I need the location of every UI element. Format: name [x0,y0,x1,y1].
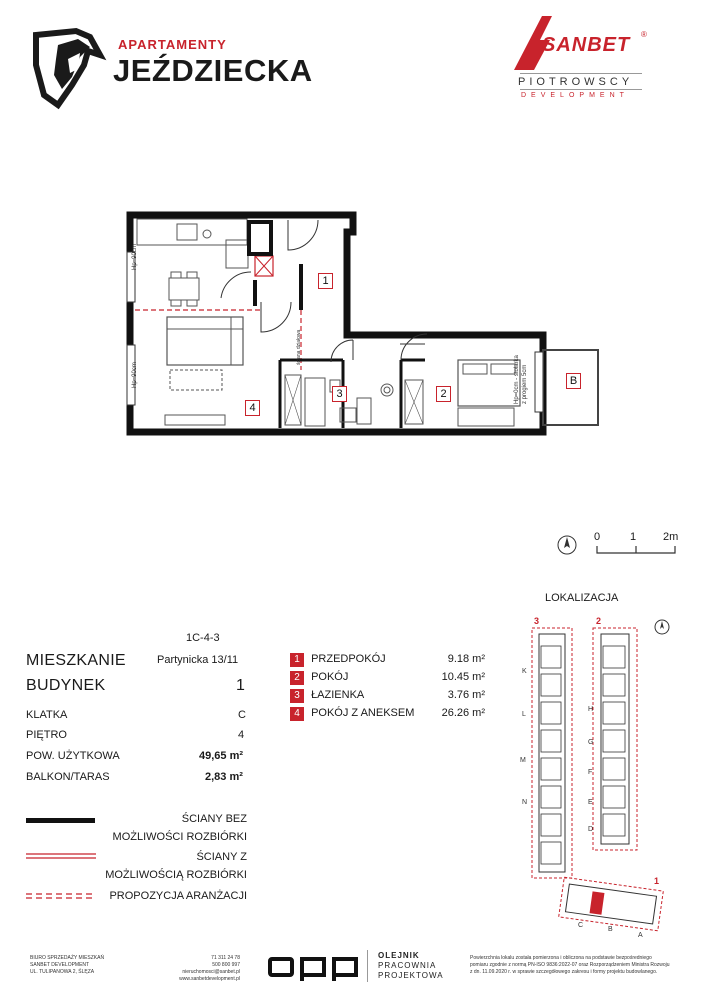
opp-name-3: PROJEKTOWA [378,971,444,980]
wall-note: ściana działowa [296,329,302,365]
room-area: 26.26 m² [441,707,485,719]
legend-item-3: PROPOZYCJA ARANŻACJI [109,890,247,902]
plan-room-3: 3 [332,386,347,402]
legend-dashed-red-line [26,893,96,899]
footer-note [470,955,690,976]
pow-label: POW. UŻYTKOWA [26,750,120,762]
opp-name-2: PRACOWNIA [378,961,437,970]
room-area: 10.45 m² [441,671,485,683]
north-arrow-icon [556,534,578,556]
opp-name [378,951,444,981]
lok-letter-d: D [588,826,594,833]
lok-col-2: 2 [596,616,602,626]
room-list-item [290,653,490,667]
room-name: POKÓJ Z ANEKSEM [311,707,415,719]
legend-item-2-line2: MOŻLIWOŚCIĄ ROZBIÓRKI [105,869,247,881]
room-number: 2 [290,671,304,685]
pietro-value: 4 [238,729,245,741]
window-dim-1: Hp=90cm [132,244,138,270]
balkon-value: 2,83 m² [205,771,243,783]
brand-main-text: JEŹDZIECKA [113,53,313,88]
lok-col-3: 3 [534,616,540,626]
scale-bar [596,546,676,554]
note-line-1: Powierzchnia lokalu została pomierzona i obliczona na podstawie bezpośredniego [470,955,652,961]
lok-building-1: 1 [654,876,660,886]
developer-sub: PIOTROWSCY [518,76,634,88]
legend-double-red-line [26,853,96,859]
lok-letter-g: G [588,739,594,746]
legend-item-1 [100,810,247,846]
lok-letter-a: A [638,932,643,939]
room-name: POKÓJ [311,671,349,683]
opp-name-1: OLEJNIK [378,951,420,960]
budynek-label: BUDYNEK [26,677,106,694]
logo-divider-2 [520,89,642,90]
plan-room-1: 1 [318,273,333,289]
lok-letter-f: F [588,769,593,776]
lokalizacja-title: LOKALIZACJA [545,592,619,604]
lok-letter-h: H [588,706,594,713]
brand-top-text: APARTAMENTY [118,37,227,52]
plan-balcony-label: B [566,373,581,389]
scale-label-2: 2m [663,531,679,543]
window-dim-2: Hp=90cm [132,362,138,388]
phone-2: 500 800 997 [212,962,240,968]
office-line-1: BIURO SPRZEDAŻY MIESZKAŃ [30,955,105,961]
pietro-label: PIĘTRO [26,729,67,741]
footer-office [30,955,104,976]
floor-plan [125,210,605,440]
room-name: PRZEDPOKÓJ [311,653,386,665]
website-link[interactable]: www.sanbetdevelopment.pl [179,976,240,982]
room-list-item [290,689,490,703]
legend-solid-line [26,818,95,823]
lok-letter-m: M [520,757,526,764]
developer-tag: DEVELOPMENT [521,92,629,99]
opp-divider [367,950,368,982]
room-list-item [290,707,490,721]
apartment-code: 1C-4-3 [186,632,220,644]
mieszkanie-label: MIESZKANIE [26,652,126,669]
logo-divider [520,73,642,74]
lok-letter-c: C [578,922,584,929]
phone-1: 71 311 24 78 [211,955,240,961]
plan-room-2: 2 [436,386,451,402]
location-map [515,622,670,942]
room-number: 4 [290,707,304,721]
registered-icon: ® [641,30,647,39]
room-area: 9.18 m² [447,653,485,665]
lok-letter-b: B [608,926,613,933]
budynek-value: 1 [236,677,246,694]
klatka-value: C [238,709,246,721]
scale-label-1: 1 [630,531,637,543]
legend-item-2-line1: ŚCIANY Z [196,851,247,863]
footer-contact [150,955,240,983]
legend-item-1-line1: ŚCIANY BEZ [181,813,247,825]
window-dim-3b: z progiem 5cm [522,364,528,404]
office-line-3: UL. TULIPANOWA 2, ŚLĘZA [30,969,95,975]
room-number: 1 [290,653,304,667]
horse-logo-icon [28,25,110,115]
klatka-label: KLATKA [26,709,68,721]
room-area: 3.76 m² [447,689,485,701]
apartment-address: Partynicka 13/11 [157,654,239,666]
plan-room-4: 4 [245,400,260,416]
note-line-3: z dn. 11.09.2020 r. w sprawie szczegółowego zakresu i formy projektu budowlanego. [470,969,658,975]
office-line-2: SANBET DEVELOPMENT [30,962,90,968]
pow-value: 49,65 m² [199,750,244,762]
balkon-label: BALKON/TARAS [26,771,110,783]
note-line-2: pomiaru zgodnie z normą PN-ISO 9836:2022-07 oraz Rozporządzeniem Ministra Rozwoju [470,962,670,968]
email-link[interactable]: nieruchomosci@sanbet.pl [182,969,240,975]
developer-name: SANBET [542,34,631,56]
room-list-item [290,671,490,685]
legend-item-2 [100,848,247,884]
lok-letter-e: E [588,799,593,806]
room-number: 3 [290,689,304,703]
lok-letter-k: K [522,668,527,675]
legend-item-1-line2: MOŻLIWOŚCI ROZBIÓRKI [112,831,247,843]
opp-logo-icon [268,955,358,981]
scale-label-0: 0 [594,531,601,543]
window-dim-3a: Hp=0cm - stolarka [514,355,520,404]
lok-letter-l: L [522,711,526,718]
room-name: ŁAZIENKA [311,689,365,701]
lok-letter-n: N [522,799,528,806]
